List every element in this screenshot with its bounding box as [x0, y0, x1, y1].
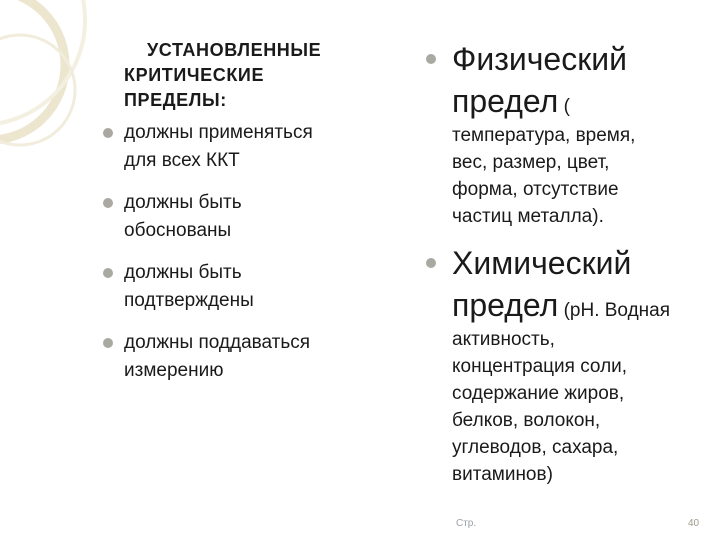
item-text: для всех ККТ [124, 150, 240, 171]
list-item [100, 119, 390, 175]
chemical-inline: (pH. Водная [563, 300, 671, 321]
footer-page-label: Стр. [456, 518, 477, 529]
left-column [100, 38, 390, 385]
chemical-limit-item [428, 242, 713, 488]
chemical-subtitle: предел [452, 287, 559, 323]
detail-line: белков, волокон, [452, 410, 601, 431]
item-text: измерению [124, 360, 224, 381]
requirements-list [100, 119, 390, 385]
detail-line: витаминов) [452, 464, 553, 485]
physical-subtitle: предел [452, 83, 559, 119]
item-text: должны применяться [124, 122, 313, 143]
item-text: подтверждены [124, 290, 254, 311]
chemical-title: Химический [452, 245, 632, 281]
physical-title: Физический [452, 41, 627, 77]
item-text: должны быть [124, 262, 242, 283]
physical-limit-item [428, 38, 713, 230]
item-text: обоснованы [124, 220, 232, 241]
section-heading [100, 38, 390, 113]
limits-list [428, 38, 713, 488]
item-text: должны поддаваться [124, 332, 311, 353]
heading-line: УСТАНОВЛЕННЫЕ [147, 40, 322, 60]
detail-line: форма, отсутствие [452, 179, 619, 200]
detail-line: вес, размер, цвет, [452, 152, 610, 173]
detail-line: углеводов, сахара, [452, 437, 619, 458]
item-text: должны быть [124, 192, 242, 213]
right-column [428, 38, 713, 488]
detail-line: содержание жиров, [452, 383, 625, 404]
detail-line: частиц металла). [452, 206, 604, 227]
list-item [100, 329, 390, 385]
detail-line: концентрация соли, [452, 356, 628, 377]
heading-line: КРИТИЧЕСКИЕ [124, 65, 265, 85]
heading-line: ПРЕДЕЛЫ: [124, 90, 227, 110]
detail-line: температура, время, [452, 125, 636, 146]
list-item [100, 189, 390, 245]
list-item [100, 259, 390, 315]
physical-paren: ( [563, 96, 570, 117]
detail-line: активность, [452, 329, 555, 350]
page-number: 40 [688, 518, 700, 529]
